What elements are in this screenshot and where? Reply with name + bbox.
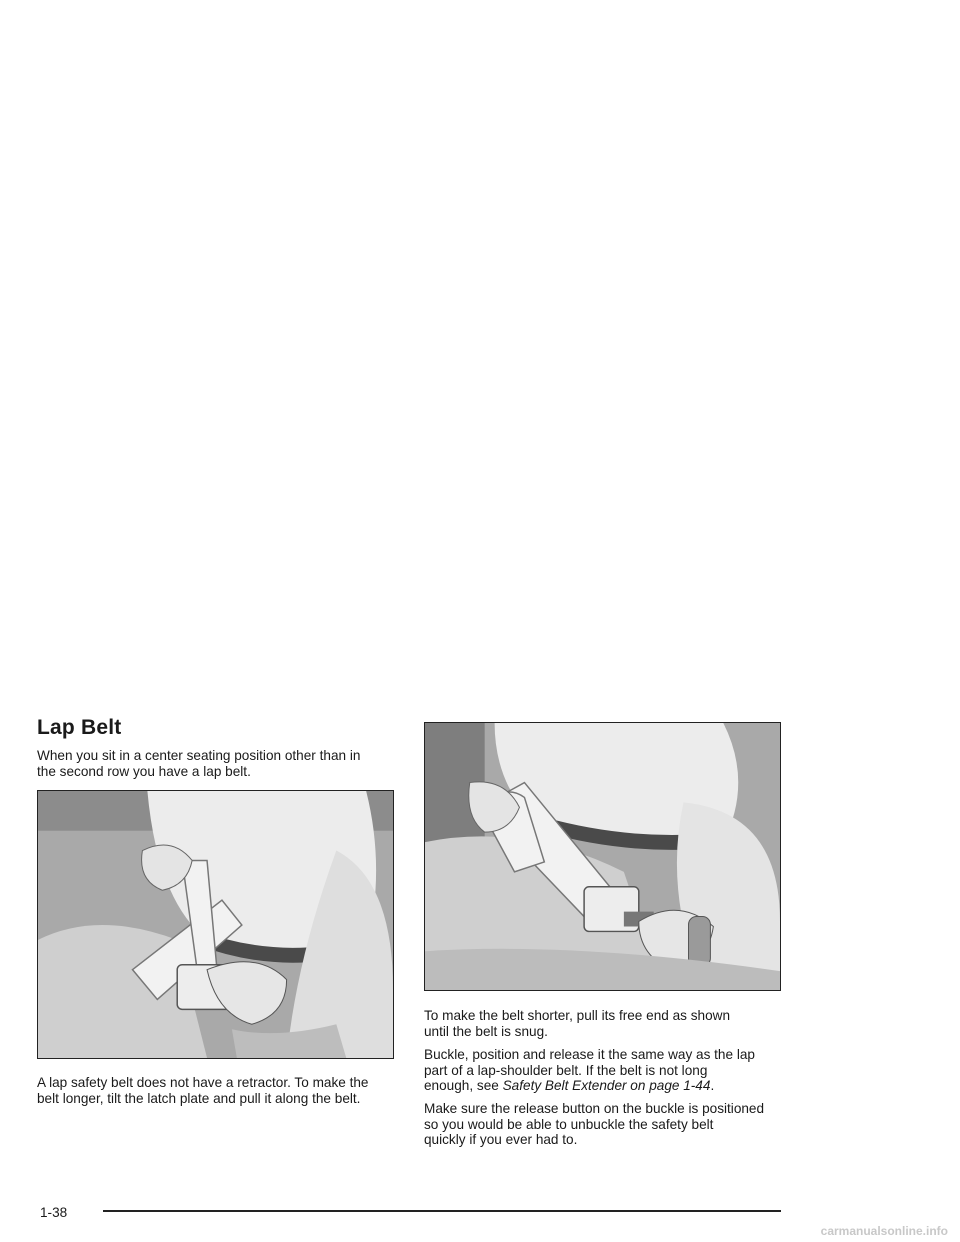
footer-rule [103,1210,781,1212]
watermark: carmanualsonline.info [820,1224,948,1238]
lap-belt-shorten-illustration [424,722,781,991]
intro-paragraph: When you sit in a center seating position other than in the second row you have a lap belt. [37,748,361,779]
lap-belt-lengthen-illustration [37,790,394,1059]
section-title: Lap Belt [37,716,122,739]
shorten-instruction: To make the belt shorter, pull its free end as shown until the belt is snug. [424,1008,731,1039]
release-button-instruction: Make sure the release button on the buckle is positioned so you would be able to unbuckle the safety belt quickly if you ever had to. [424,1101,765,1147]
buckle-instruction [424,1047,789,1094]
lengthen-instruction: A lap safety belt does not have a retractor. To make the belt longer, tilt the latch plate and pull it along the belt. [37,1075,369,1106]
buckle-instruction-end: . [710,1078,715,1093]
buckle-instruction-text: Buckle, position and release it the same way as the lap part of a lap-shoulder belt. If the belt is not long enough, see [424,1047,755,1093]
page-number: 1-38 [40,1205,68,1220]
safety-belt-extender-reference[interactable]: Safety Belt Extender on page 1-44 [502,1078,711,1093]
